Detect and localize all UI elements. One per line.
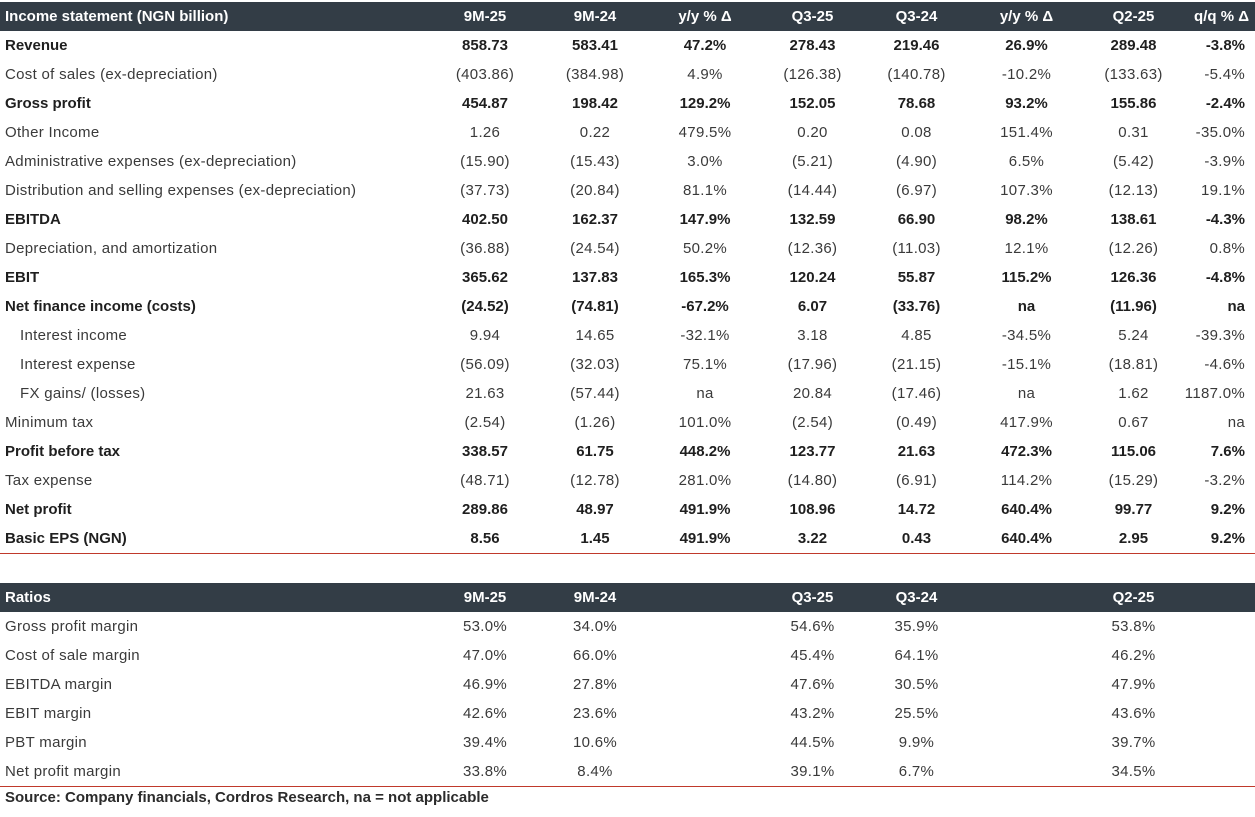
income-cell: 6.5%: [1008, 153, 1045, 170]
income-cell: 152.05: [789, 95, 836, 112]
ratios-cell: 44.5%: [790, 734, 835, 751]
ratios-cell: [968, 670, 1085, 699]
ratios-cell: [968, 699, 1085, 728]
income-cell: 402.50: [462, 211, 508, 228]
ratios-cell: 46.2%: [1111, 647, 1156, 664]
income-row-label: Interest income: [20, 327, 128, 344]
income-cell: (48.71): [460, 472, 510, 489]
income-row-label: EBIT: [5, 269, 40, 286]
ratios-cell: 30.5%: [894, 676, 939, 693]
income-cell: 108.96: [789, 501, 836, 518]
income-cell: 19.1%: [1200, 182, 1245, 199]
income-cell: -34.5%: [1001, 327, 1052, 344]
income-row-label: Tax expense: [5, 472, 93, 489]
income-cell: (14.80): [787, 472, 838, 489]
ratios-row: [0, 728, 1255, 757]
income-cell: 21.63: [465, 385, 505, 402]
income-row: [0, 408, 1255, 437]
income-cell: (17.96): [787, 356, 838, 373]
ratios-table: [0, 583, 1255, 787]
income-cell: 7.6%: [1210, 443, 1245, 460]
ratios-cell: [1182, 670, 1255, 699]
income-cell: -67.2%: [681, 298, 729, 315]
ratios-row: [0, 670, 1255, 699]
income-cell: na: [1017, 385, 1036, 402]
income-cell: 9.2%: [1182, 524, 1255, 553]
income-cell: (6.97): [896, 182, 937, 199]
income-row: [0, 234, 1255, 263]
income-cell: 1.45: [540, 524, 650, 553]
income-cell: 129.2%: [679, 95, 731, 112]
income-cell: 8.56: [430, 524, 540, 553]
income-cell: 281.0%: [678, 472, 732, 489]
income-cell: 151.4%: [1000, 124, 1053, 141]
income-cell: 0.22: [579, 124, 611, 141]
ratios-cell: 66.0%: [572, 647, 618, 664]
income-cell: 115.2%: [1001, 269, 1052, 286]
income-cell: (1.26): [574, 414, 616, 431]
income-cell: 289.48: [1110, 37, 1157, 54]
ratios-cell: [968, 612, 1085, 641]
income-cell: 165.3%: [679, 269, 731, 286]
income-cell: 107.3%: [1000, 182, 1053, 199]
ratios-cell: 35.9%: [894, 618, 939, 635]
ratios-cell: 33.8%: [430, 757, 540, 786]
ratios-header-cell: Q3-25: [791, 589, 834, 606]
income-cell: na: [696, 385, 714, 402]
income-cell: -35.0%: [1195, 124, 1245, 141]
ratios-row-label: Gross profit margin: [5, 618, 139, 635]
income-row-label: Net profit: [5, 501, 72, 518]
income-cell: 4.9%: [687, 66, 723, 83]
income-cell: (24.54): [570, 240, 620, 257]
source-note: Source: Company financials, Cordros Research, na = not applicable: [5, 789, 489, 806]
income-cell: (56.09): [460, 356, 510, 373]
ratios-header-row: [0, 583, 1255, 612]
income-row: [0, 350, 1255, 379]
income-cell: 1.26: [469, 124, 501, 141]
income-header-cell: Income statement (NGN billion): [5, 8, 229, 25]
income-cell: (74.81): [571, 298, 619, 315]
income-cell: 126.36: [1110, 269, 1157, 286]
ratios-row: [0, 612, 1255, 641]
ratios-cell: [650, 641, 760, 670]
ratios-cell: [650, 612, 760, 641]
income-row-label: Revenue: [5, 37, 68, 54]
income-cell: 155.86: [1110, 95, 1157, 112]
ratios-cell: 53.8%: [1111, 618, 1156, 635]
income-row-label: Gross profit: [5, 95, 91, 112]
income-cell: 101.0%: [678, 414, 732, 431]
income-cell: 12.1%: [1004, 240, 1049, 257]
income-row: [0, 379, 1255, 408]
income-cell: 640.4%: [1001, 501, 1052, 518]
income-cell: 278.43: [789, 37, 836, 54]
ratios-cell: 64.1%: [894, 647, 939, 664]
ratios-cell: 47.6%: [790, 676, 835, 693]
income-cell: 48.97: [576, 501, 614, 518]
income-cell: 5.24: [1118, 327, 1149, 344]
income-header-cell: Q3-24: [895, 8, 938, 25]
income-cell: 115.06: [1110, 443, 1157, 460]
income-cell: 98.2%: [1005, 211, 1048, 228]
ratios-header-cell: Ratios: [5, 589, 51, 606]
ratios-cell: 47.0%: [462, 647, 508, 664]
income-cell: (21.15): [891, 356, 942, 373]
income-row-label: Distribution and selling expenses (ex-depreciation): [5, 182, 357, 199]
income-header-cell: q/q % Δ: [1194, 8, 1249, 25]
income-cell: (2.54): [792, 414, 833, 431]
income-cell: na: [1227, 414, 1245, 431]
ratios-row: [0, 641, 1255, 670]
ratios-header-cell: [968, 583, 1085, 612]
income-cell: (36.88): [460, 240, 510, 257]
income-cell: 138.61: [1110, 211, 1157, 228]
income-cell: 21.63: [897, 443, 936, 460]
income-cell: (12.13): [1108, 182, 1159, 199]
income-row-label: Cost of sales (ex-depreciation): [5, 66, 218, 83]
income-row-label: Interest expense: [20, 356, 136, 373]
income-header-cell: Q2-25: [1112, 8, 1155, 25]
income-row: [0, 118, 1255, 147]
ratios-cell: 10.6%: [572, 734, 618, 751]
income-cell: 66.90: [897, 211, 936, 228]
income-row-label: Administrative expenses (ex-depreciation): [5, 153, 297, 170]
income-cell: (0.49): [896, 414, 937, 431]
income-cell: 120.24: [789, 269, 836, 286]
income-cell: 81.1%: [682, 182, 728, 199]
income-cell: 20.84: [792, 385, 833, 402]
ratios-cell: [1182, 612, 1255, 641]
income-cell: 99.77: [1114, 501, 1153, 518]
income-cell: 640.4%: [968, 524, 1085, 553]
income-row: [0, 176, 1255, 205]
income-cell: 137.83: [572, 269, 618, 286]
ratios-header-cell: 9M-25: [463, 589, 507, 606]
income-row-label: EBITDA: [5, 211, 61, 228]
income-statement-table: [0, 2, 1255, 554]
income-cell: 3.22: [760, 524, 865, 553]
income-cell: 454.87: [462, 95, 508, 112]
income-cell: (15.90): [460, 153, 510, 170]
income-cell: 114.2%: [1000, 472, 1053, 489]
income-row-label: FX gains/ (losses): [20, 385, 146, 402]
income-row: [0, 495, 1255, 524]
income-cell: 78.68: [897, 95, 936, 112]
income-row: [0, 524, 1255, 553]
income-cell: -10.2%: [1001, 66, 1052, 83]
income-cell: 55.87: [897, 269, 936, 286]
income-cell: (6.91): [896, 472, 937, 489]
income-cell: na: [1017, 298, 1036, 315]
income-cell: 9.2%: [1210, 501, 1245, 518]
ratios-cell: 6.7%: [865, 757, 968, 786]
income-cell: (12.26): [1108, 240, 1159, 257]
income-row: [0, 60, 1255, 89]
ratios-row: [0, 757, 1255, 786]
income-cell: 365.62: [462, 269, 508, 286]
ratios-cell: [1182, 641, 1255, 670]
income-cell: -15.1%: [1001, 356, 1052, 373]
income-cell: 1.62: [1118, 385, 1149, 402]
ratios-cell: 27.8%: [572, 676, 618, 693]
income-cell: (33.76): [892, 298, 941, 315]
income-row-label: Net finance income (costs): [5, 298, 196, 315]
income-cell: -32.1%: [680, 327, 730, 344]
ratios-row-label: Cost of sale margin: [5, 647, 140, 664]
income-cell: (384.98): [565, 66, 625, 83]
income-cell: (14.44): [787, 182, 838, 199]
income-row-label: Other Income: [5, 124, 100, 141]
income-cell: -4.8%: [1205, 269, 1245, 286]
income-row: [0, 263, 1255, 292]
ratios-cell: 53.0%: [462, 618, 508, 635]
ratios-cell: 23.6%: [572, 705, 618, 722]
income-header-cell: Q3-25: [791, 8, 834, 25]
income-cell: (15.29): [1108, 472, 1159, 489]
income-cell: 132.59: [789, 211, 836, 228]
ratios-row-label: EBIT margin: [5, 705, 92, 722]
ratios-cell: [650, 757, 760, 786]
ratios-cell: 8.4%: [540, 757, 650, 786]
income-cell: 147.9%: [679, 211, 731, 228]
income-cell: (32.03): [570, 356, 620, 373]
ratios-cell: 54.6%: [790, 618, 835, 635]
income-cell: -4.6%: [1204, 356, 1245, 373]
income-cell: -39.3%: [1195, 327, 1245, 344]
income-cell: -3.8%: [1205, 37, 1245, 54]
ratios-cell: 39.4%: [462, 734, 508, 751]
income-cell: 6.07: [797, 298, 828, 315]
income-cell: -5.4%: [1204, 66, 1245, 83]
income-cell: 0.8%: [1209, 240, 1245, 257]
income-cell: 14.65: [575, 327, 615, 344]
ratios-cell: [1182, 757, 1255, 786]
income-cell: 2.95: [1085, 524, 1182, 553]
income-cell: 198.42: [572, 95, 618, 112]
ratios-cell: 47.9%: [1111, 676, 1156, 693]
ratios-cell: [650, 699, 760, 728]
income-cell: 26.9%: [1005, 37, 1048, 54]
income-cell: 0.67: [1118, 414, 1149, 431]
ratios-header-cell: [650, 583, 760, 612]
income-cell: (133.63): [1104, 66, 1163, 83]
ratios-cell: 34.0%: [572, 618, 618, 635]
ratios-cell: 42.6%: [462, 705, 508, 722]
income-row-label: Minimum tax: [5, 414, 94, 431]
ratios-cell: [1182, 699, 1255, 728]
income-header-cell: 9M-25: [463, 8, 507, 25]
income-cell: 93.2%: [1005, 95, 1048, 112]
income-header-row: [0, 2, 1255, 31]
income-body: [0, 31, 1255, 553]
income-cell: -2.4%: [1205, 95, 1245, 112]
income-cell: na: [1227, 298, 1245, 315]
income-cell: 123.77: [789, 443, 836, 460]
ratios-row: [0, 699, 1255, 728]
income-header-cell: y/y % Δ: [678, 8, 732, 25]
income-cell: 289.86: [462, 501, 508, 518]
income-cell: 0.43: [865, 524, 968, 553]
income-cell: (11.96): [1110, 298, 1157, 315]
ratios-body: [0, 612, 1255, 786]
income-cell: 3.0%: [687, 153, 723, 170]
income-row: [0, 205, 1255, 234]
ratios-cell: 34.5%: [1085, 757, 1182, 786]
income-cell: 479.5%: [678, 124, 732, 141]
income-cell: -3.9%: [1204, 153, 1245, 170]
income-cell: 338.57: [462, 443, 508, 460]
ratios-header-cell: Q3-24: [895, 589, 938, 606]
income-cell: (5.42): [1113, 153, 1154, 170]
income-cell: (20.84): [570, 182, 620, 199]
income-row: [0, 147, 1255, 176]
income-cell: 491.9%: [679, 501, 731, 518]
income-cell: 858.73: [462, 37, 508, 54]
income-cell: 472.3%: [1001, 443, 1052, 460]
ratios-cell: [650, 728, 760, 757]
income-cell: (37.73): [460, 182, 510, 199]
income-cell: -4.3%: [1205, 211, 1245, 228]
income-cell: (18.81): [1108, 356, 1159, 373]
ratios-row-label: Net profit margin: [0, 757, 430, 786]
ratios-cell: 9.9%: [898, 734, 935, 751]
income-cell: 75.1%: [682, 356, 728, 373]
ratios-header-cell: Q2-25: [1112, 589, 1155, 606]
income-cell: 491.9%: [650, 524, 760, 553]
income-header-cell: 9M-24: [573, 8, 617, 25]
income-cell: (126.38): [783, 66, 842, 83]
income-cell: -3.2%: [1204, 472, 1245, 489]
income-cell: 0.08: [901, 124, 932, 141]
income-cell: 3.18: [797, 327, 828, 344]
ratios-cell: 43.6%: [1111, 705, 1156, 722]
ratios-row-label: EBITDA margin: [5, 676, 113, 693]
income-cell: 9.94: [469, 327, 501, 344]
income-row: [0, 31, 1255, 60]
ratios-cell: 39.1%: [760, 757, 865, 786]
income-cell: (403.86): [455, 66, 515, 83]
income-row: [0, 466, 1255, 495]
income-cell: (15.43): [570, 153, 620, 170]
income-cell: (140.78): [887, 66, 946, 83]
income-cell: 0.31: [1118, 124, 1149, 141]
income-cell: 417.9%: [1000, 414, 1053, 431]
income-cell: 448.2%: [679, 443, 731, 460]
ratios-cell: [650, 670, 760, 699]
income-cell: (12.78): [570, 472, 620, 489]
income-row: [0, 89, 1255, 118]
income-cell: 219.46: [893, 37, 940, 54]
income-cell: (4.90): [896, 153, 937, 170]
ratios-cell: [1182, 728, 1255, 757]
income-cell: 47.2%: [683, 37, 727, 54]
income-cell: 1187.0%: [1184, 385, 1245, 402]
income-cell: (2.54): [464, 414, 506, 431]
income-row-label: Depreciation, and amortization: [5, 240, 218, 257]
income-cell: 61.75: [576, 443, 614, 460]
ratios-cell: [968, 641, 1085, 670]
ratios-header-cell: [1182, 583, 1255, 612]
income-cell: (24.52): [461, 298, 509, 315]
ratios-cell: 43.2%: [790, 705, 835, 722]
income-cell: 14.72: [897, 501, 936, 518]
income-cell: (5.21): [792, 153, 833, 170]
ratios-cell: [968, 757, 1085, 786]
ratios-cell: 25.5%: [894, 705, 939, 722]
ratios-cell: 45.4%: [790, 647, 835, 664]
income-cell: 4.85: [901, 327, 932, 344]
ratios-cell: 46.9%: [462, 676, 508, 693]
income-cell: 50.2%: [682, 240, 728, 257]
income-row: [0, 321, 1255, 350]
income-cell: (17.46): [891, 385, 942, 402]
income-header-cell: y/y % Δ: [999, 8, 1054, 25]
income-cell: 162.37: [572, 211, 618, 228]
income-cell: (12.36): [787, 240, 838, 257]
income-cell: (57.44): [570, 385, 620, 402]
ratios-cell: 39.7%: [1111, 734, 1156, 751]
income-row-label: Basic EPS (NGN): [0, 524, 430, 553]
income-cell: 583.41: [572, 37, 618, 54]
income-cell: (11.03): [892, 240, 941, 257]
ratios-header-cell: 9M-24: [573, 589, 617, 606]
income-cell: 0.20: [797, 124, 828, 141]
income-row: [0, 437, 1255, 466]
income-row-label: Profit before tax: [5, 443, 121, 460]
ratios-row-label: PBT margin: [5, 734, 87, 751]
ratios-cell: [968, 728, 1085, 757]
income-row: [0, 292, 1255, 321]
